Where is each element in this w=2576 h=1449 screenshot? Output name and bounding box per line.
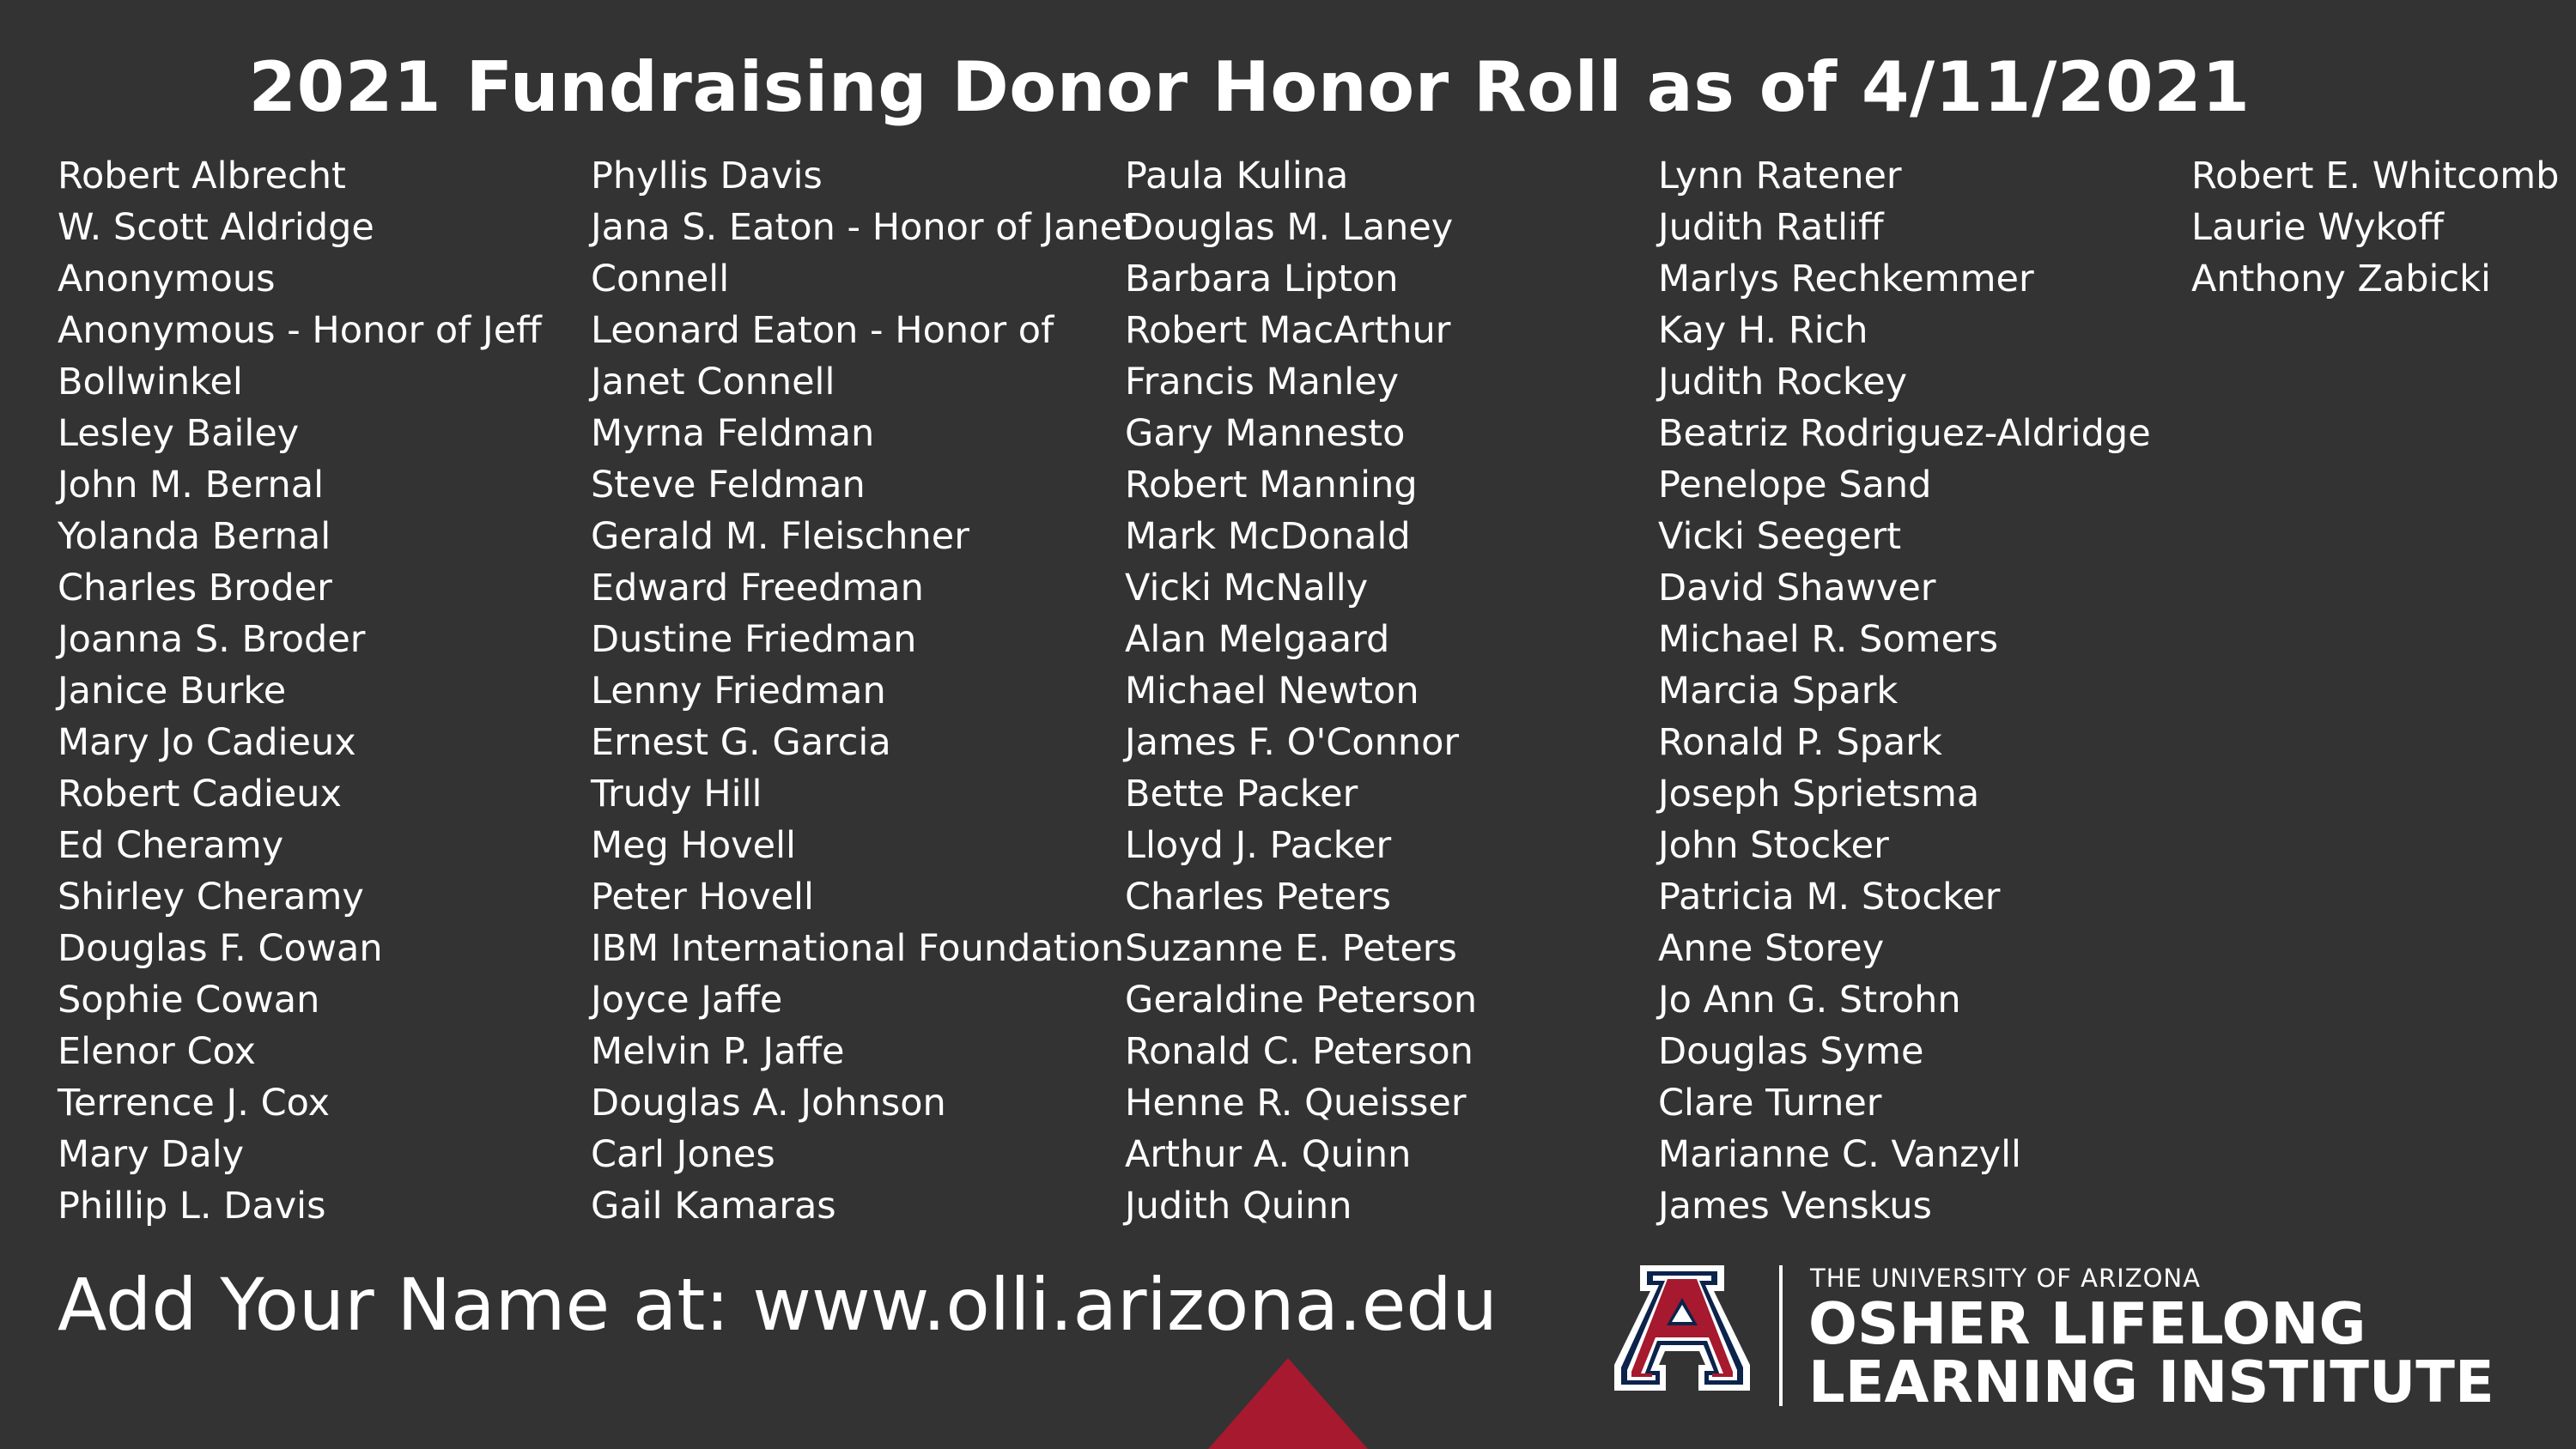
donor-name: John Stocker	[1658, 824, 1889, 867]
donor-name: Steve Feldman	[591, 464, 866, 506]
donor-name: Connell	[591, 258, 730, 300]
donor-name: John M. Bernal	[58, 464, 325, 506]
donor-name: IBM International Foundation	[591, 927, 1125, 970]
donor-name: Janet Connell	[591, 361, 835, 403]
donor-name: David Shawver	[1658, 567, 1936, 609]
add-your-name-cta: Add Your Name at: www.olli.arizona.edu	[58, 1263, 1498, 1347]
donor-name: Douglas F. Cowan	[58, 927, 383, 970]
donor-name: Clare Turner	[1658, 1082, 1882, 1125]
donor-name: Marcia Spark	[1658, 670, 1899, 712]
donor-name: Gary Mannesto	[1125, 412, 1406, 455]
donor-name: Gerald M. Fleischner	[591, 515, 969, 558]
donor-name: Robert MacArthur	[1125, 309, 1451, 352]
donor-name: Arthur A. Quinn	[1125, 1133, 1412, 1176]
donor-name: Ronald P. Spark	[1658, 721, 1942, 764]
donor-name: Geraldine Peterson	[1125, 979, 1478, 1022]
donor-name: Yolanda Bernal	[58, 515, 331, 558]
donor-name: Terrence J. Cox	[58, 1082, 331, 1125]
donor-name: Francis Manley	[1125, 361, 1400, 403]
arizona-block-a-icon	[1614, 1265, 1750, 1391]
donor-name: Anonymous - Honor of Jeff	[58, 309, 542, 352]
donor-name: Ernest G. Garcia	[591, 721, 891, 764]
donor-name: Myrna Feldman	[591, 412, 875, 455]
donor-name: Kay H. Rich	[1658, 309, 1868, 352]
donor-name: Douglas Syme	[1658, 1030, 1924, 1073]
donor-name: Jo Ann G. Strohn	[1658, 979, 1961, 1022]
donor-name: W. Scott Aldridge	[58, 206, 374, 249]
donor-column-5	[2191, 150, 2559, 305]
donor-name: Laurie Wykoff	[2191, 206, 2444, 249]
donor-name: James F. O'Connor	[1125, 721, 1460, 764]
donor-name: Bette Packer	[1125, 773, 1358, 815]
donor-name: Joyce Jaffe	[591, 979, 783, 1022]
donor-name: James Venskus	[1658, 1185, 1932, 1228]
donor-name: Edward Freedman	[591, 567, 924, 609]
donor-name: Meg Hovell	[591, 824, 796, 867]
donor-name: Michael R. Somers	[1658, 618, 1999, 661]
donor-column-1	[58, 150, 542, 1232]
donor-name: Ed Cheramy	[58, 824, 284, 867]
donor-column-2	[591, 150, 1137, 1232]
donor-name: Mary Daly	[58, 1133, 245, 1176]
donor-name: Charles Peters	[1125, 876, 1392, 919]
donor-name: Marianne C. Vanzyll	[1658, 1133, 2022, 1176]
donor-column-4	[1658, 150, 2151, 1232]
donor-name: Lenny Friedman	[591, 670, 886, 712]
donor-column-3	[1125, 150, 1477, 1232]
donor-name: Trudy Hill	[591, 773, 762, 815]
donor-name: Janice Burke	[58, 670, 287, 712]
donor-name: Mark McDonald	[1125, 515, 1411, 558]
university-name: THE UNIVERSITY OF ARIZONA	[1810, 1264, 2201, 1293]
donor-name: Anthony Zabicki	[2191, 258, 2491, 300]
donor-name: Robert Manning	[1125, 464, 1418, 506]
donor-name: Suzanne E. Peters	[1125, 927, 1457, 970]
donor-name: Bollwinkel	[58, 361, 243, 403]
red-triangle-decoration	[1208, 1358, 1368, 1449]
donor-name: Gail Kamaras	[591, 1185, 836, 1228]
donor-name: Marlys Rechkemmer	[1658, 258, 2034, 300]
donor-name: Judith Rockey	[1658, 361, 1908, 403]
donor-name: Vicki McNally	[1125, 567, 1369, 609]
donor-name: Peter Hovell	[591, 876, 814, 919]
donor-name: Mary Jo Cadieux	[58, 721, 356, 764]
donor-name: Dustine Friedman	[591, 618, 917, 661]
donor-name: Judith Ratliff	[1658, 206, 1884, 249]
donor-name: Henne R. Queisser	[1125, 1082, 1467, 1125]
donor-name: Leonard Eaton - Honor of	[591, 309, 1054, 352]
donor-name: Lynn Ratener	[1658, 155, 1902, 197]
donor-name: Phyllis Davis	[591, 155, 823, 197]
donor-name: Joanna S. Broder	[58, 618, 366, 661]
institute-name-line-2: LEARNING INSTITUTE	[1808, 1349, 2494, 1416]
donor-name: Joseph Sprietsma	[1658, 773, 1980, 815]
donor-name: Sophie Cowan	[58, 979, 320, 1022]
donor-name: Shirley Cheramy	[58, 876, 364, 919]
page-title: 2021 Fundraising Donor Honor Roll as of 4/11/2021	[248, 47, 2251, 127]
donor-name: Robert E. Whitcomb	[2191, 155, 2560, 197]
donor-name: Barbara Lipton	[1125, 258, 1399, 300]
donor-name: Anonymous	[58, 258, 276, 300]
donor-name: Douglas M. Laney	[1125, 206, 1454, 249]
donor-name: Patricia M. Stocker	[1658, 876, 2001, 919]
donor-name: Elenor Cox	[58, 1030, 256, 1073]
donor-name: Judith Quinn	[1125, 1185, 1352, 1228]
institute-name-line-1: OSHER LIFELONG	[1808, 1290, 2366, 1357]
institute-name	[1808, 1290, 2494, 1416]
donor-name: Penelope Sand	[1658, 464, 1932, 506]
donor-name: Robert Albrecht	[58, 155, 346, 197]
donor-name: Charles Broder	[58, 567, 332, 609]
donor-name: Michael Newton	[1125, 670, 1419, 712]
donor-name: Beatriz Rodriguez-Aldridge	[1658, 412, 2151, 455]
donor-name: Melvin P. Jaffe	[591, 1030, 845, 1073]
donor-name: Douglas A. Johnson	[591, 1082, 946, 1125]
donor-name: Robert Cadieux	[58, 773, 342, 815]
donor-name: Lloyd J. Packer	[1125, 824, 1392, 867]
donor-name: Carl Jones	[591, 1133, 775, 1176]
logo-divider	[1779, 1265, 1783, 1406]
donor-name: Alan Melgaard	[1125, 618, 1390, 661]
donor-name: Ronald C. Peterson	[1125, 1030, 1473, 1073]
donor-name: Lesley Bailey	[58, 412, 300, 455]
donor-name: Vicki Seegert	[1658, 515, 1902, 558]
donor-name: Phillip L. Davis	[58, 1185, 326, 1228]
donor-name: Jana S. Eaton - Honor of Janet	[591, 206, 1137, 249]
donor-name: Anne Storey	[1658, 927, 1885, 970]
donor-name: Paula Kulina	[1125, 155, 1349, 197]
